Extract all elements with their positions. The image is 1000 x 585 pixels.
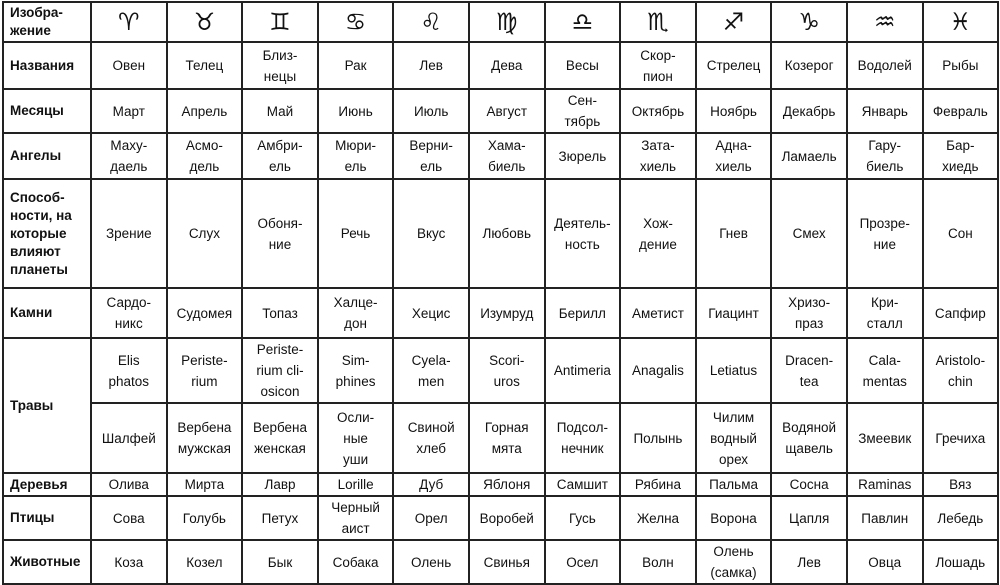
- cell-animals: [91, 540, 167, 584]
- cell-text: Letiatus: [709, 363, 758, 378]
- cell-text: Зрение: [105, 226, 152, 241]
- zodiac-symbol-icon: [923, 2, 999, 42]
- cell-herbs-russian: [620, 403, 696, 473]
- cell-text: Кри- сталл: [866, 295, 903, 331]
- cell-animals: [847, 540, 923, 584]
- cell-stones: [923, 288, 999, 338]
- cell-text: Адна- хиель: [715, 138, 752, 174]
- cell-birds: [696, 496, 772, 540]
- cell-text: Козерог: [784, 58, 834, 73]
- cell-stones: [620, 288, 696, 338]
- cell-text: Рыбы: [942, 58, 979, 73]
- cell-text: Бык: [267, 554, 293, 570]
- row-header-birds: [3, 496, 91, 540]
- cell-herbs-latin: [393, 338, 469, 403]
- cell-text: Вяз: [949, 477, 972, 492]
- cell-months: [771, 89, 847, 133]
- cell-text: Петух: [261, 510, 299, 526]
- cell-birds: [771, 496, 847, 540]
- cell-text: Олень (самка): [710, 544, 757, 580]
- zodiac-symbol-icon: [771, 2, 847, 42]
- cell-text: Cala- mentas: [862, 352, 907, 389]
- cell-animals: [318, 540, 394, 584]
- row-header-label: Камни: [10, 305, 53, 320]
- cell-angels: [469, 133, 545, 179]
- cell-herbs-latin: [91, 338, 167, 403]
- zodiac-symbol-icon: [318, 2, 394, 42]
- row-herbs-russian: [3, 403, 998, 473]
- zodiac-symbol-icon: [242, 2, 318, 42]
- cell-text: Хризо- праз: [788, 295, 831, 331]
- cell-text: Павлин: [861, 510, 909, 526]
- row-header-trees: [3, 473, 91, 496]
- cell-birds: [91, 496, 167, 540]
- cell-birds: [923, 496, 999, 540]
- cell-stones: [545, 288, 621, 338]
- cell-text: Гнев: [719, 226, 748, 241]
- cell-names: [923, 42, 999, 89]
- zodiac-symbol-icon: [393, 2, 469, 42]
- cell-herbs-russian: [318, 403, 394, 473]
- cell-abilities: [545, 179, 621, 288]
- cell-birds: [318, 496, 394, 540]
- cell-stones: [469, 288, 545, 338]
- row-header-herbs: [3, 338, 91, 473]
- cell-text: Гречиха: [935, 430, 986, 446]
- cell-animals: [242, 540, 318, 584]
- cell-text: Весы: [565, 58, 599, 73]
- row-header-label: Месяцы: [10, 103, 64, 118]
- row-animals: [3, 540, 998, 584]
- cell-text: Вкус: [416, 226, 446, 241]
- cell-stones: [167, 288, 243, 338]
- cell-trees: [242, 473, 318, 496]
- cell-text: Водолей: [857, 58, 912, 73]
- row-header-label: Названия: [10, 57, 75, 73]
- cell-names: [469, 42, 545, 89]
- cell-text: Рак: [344, 58, 367, 73]
- cell-text: Собака: [332, 554, 379, 570]
- cell-herbs-russian: [696, 403, 772, 473]
- cell-names: [771, 42, 847, 89]
- cell-text: Anagalis: [632, 363, 684, 378]
- cell-abilities: [847, 179, 923, 288]
- row-herbs-latin: [3, 338, 998, 403]
- cell-abilities: [620, 179, 696, 288]
- cell-animals: [771, 540, 847, 584]
- cell-abilities: [242, 179, 318, 288]
- cell-abilities: [318, 179, 394, 288]
- cell-text: Стрелец: [706, 58, 761, 73]
- cell-text: Маху- даель: [110, 138, 148, 174]
- cell-months: [91, 89, 167, 133]
- cell-text: Raminas: [858, 477, 912, 492]
- row-header-image: [3, 2, 91, 42]
- zodiac-symbol-icon: [469, 2, 545, 42]
- cell-text: Лев: [797, 554, 821, 570]
- cell-abilities: [393, 179, 469, 288]
- cell-herbs-russian: [771, 403, 847, 473]
- row-angels: [3, 133, 998, 179]
- cell-text: Ворона: [710, 510, 757, 526]
- cell-text: Водяной щавель: [782, 420, 837, 456]
- cell-birds: [469, 496, 545, 540]
- cell-text: Гару- биель: [866, 138, 904, 174]
- cell-trees: [545, 473, 621, 496]
- cell-text: Олень: [411, 554, 452, 570]
- cell-text: Прозре- ние: [859, 215, 910, 252]
- cell-text: Декабрь: [782, 103, 836, 119]
- cell-stones: [696, 288, 772, 338]
- cell-angels: [242, 133, 318, 179]
- cell-stones: [242, 288, 318, 338]
- cell-text: Бар- хиедь: [942, 138, 979, 174]
- cell-text: ♈: [118, 8, 140, 36]
- cell-abilities: [91, 179, 167, 288]
- cell-abilities: [771, 179, 847, 288]
- cell-angels: [545, 133, 621, 179]
- cell-text: Амбри- ель: [257, 138, 303, 174]
- cell-text: Дева: [491, 58, 523, 73]
- cell-text: Черный аист: [331, 500, 380, 536]
- row-header-label: Травы: [10, 397, 54, 413]
- cell-herbs-latin: [771, 338, 847, 403]
- cell-text: Январь: [861, 103, 908, 119]
- cell-text: Май: [266, 103, 294, 119]
- cell-text: Голубь: [182, 510, 226, 526]
- row-header-months: [3, 89, 91, 133]
- cell-angels: [620, 133, 696, 179]
- cell-text: Любовь: [482, 226, 531, 241]
- cell-text: Lorille: [337, 477, 374, 492]
- row-header-label: Изобра- жение: [10, 5, 63, 38]
- cell-herbs-russian: [847, 403, 923, 473]
- row-image: [3, 2, 998, 42]
- cell-text: Скор- пион: [640, 47, 676, 84]
- cell-animals: [545, 540, 621, 584]
- cell-angels: [318, 133, 394, 179]
- cell-herbs-latin: [318, 338, 394, 403]
- cell-birds: [847, 496, 923, 540]
- row-header-label: Способ- ности, на которые влияют планеты: [10, 189, 72, 277]
- cell-months: [696, 89, 772, 133]
- cell-herbs-russian: [242, 403, 318, 473]
- cell-trees: [469, 473, 545, 496]
- cell-angels: [393, 133, 469, 179]
- cell-text: Antimeria: [553, 363, 611, 378]
- cell-birds: [167, 496, 243, 540]
- cell-months: [242, 89, 318, 133]
- row-header-stones: [3, 288, 91, 338]
- cell-text: Гусь: [568, 510, 596, 526]
- cell-text: Орел: [414, 510, 448, 526]
- row-header-label: Птицы: [10, 510, 55, 525]
- cell-stones: [393, 288, 469, 338]
- cell-text: Октябрь: [631, 103, 685, 119]
- cell-abilities: [469, 179, 545, 288]
- cell-text: Лавр: [264, 477, 296, 492]
- cell-text: Дуб: [419, 477, 444, 492]
- row-trees: [3, 473, 998, 496]
- cell-text: Сапфир: [934, 305, 986, 321]
- cell-text: Козел: [186, 554, 223, 570]
- cell-names: [620, 42, 696, 89]
- row-header-abilities: [3, 179, 91, 288]
- cell-text: Ламаель: [781, 148, 837, 164]
- cell-herbs-russian: [923, 403, 999, 473]
- cell-text: Осли- ные уши: [336, 409, 375, 467]
- cell-text: Берилл: [558, 305, 606, 321]
- cell-text: Воробей: [479, 510, 534, 526]
- cell-text: Обоня- ние: [257, 215, 303, 252]
- cell-text: Телец: [185, 58, 224, 73]
- cell-text: Осел: [566, 554, 599, 570]
- cell-names: [318, 42, 394, 89]
- cell-angels: [167, 133, 243, 179]
- cell-trees: [771, 473, 847, 496]
- cell-angels: [847, 133, 923, 179]
- cell-text: Лошадь: [935, 554, 986, 570]
- cell-names: [696, 42, 772, 89]
- cell-text: Сардо- никс: [106, 295, 152, 331]
- zodiac-symbol-icon: [847, 2, 923, 42]
- zodiac-symbol-icon: [696, 2, 772, 42]
- cell-text: Олива: [108, 477, 149, 492]
- cell-text: Хож- дение: [639, 215, 677, 252]
- cell-trees: [620, 473, 696, 496]
- cell-text: ♏: [647, 8, 669, 36]
- cell-herbs-latin: [620, 338, 696, 403]
- cell-names: [847, 42, 923, 89]
- cell-months: [393, 89, 469, 133]
- cell-abilities: [923, 179, 999, 288]
- cell-text: Цапля: [788, 510, 830, 526]
- zodiac-symbol-icon: [167, 2, 243, 42]
- row-header-angels: [3, 133, 91, 179]
- cell-trees: [696, 473, 772, 496]
- cell-herbs-russian: [469, 403, 545, 473]
- cell-text: Гиацинт: [708, 305, 759, 321]
- cell-text: Июль: [413, 103, 449, 119]
- cell-months: [318, 89, 394, 133]
- cell-text: Sim- phines: [335, 352, 376, 389]
- cell-text: Топаз: [262, 305, 298, 321]
- row-header-label: Деревья: [10, 476, 68, 492]
- cell-text: ♍: [496, 8, 518, 36]
- cell-text: Мирта: [184, 477, 225, 492]
- cell-text: ♒: [873, 8, 896, 36]
- cell-text: ♊: [269, 8, 291, 36]
- cell-text: Сен- тябрь: [564, 93, 601, 129]
- cell-abilities: [696, 179, 772, 288]
- cell-text: Ноябрь: [710, 103, 757, 119]
- cell-text: Чилим водный орех: [710, 409, 757, 467]
- cell-text: Слух: [188, 226, 220, 241]
- cell-text: ♑: [798, 8, 820, 36]
- row-birds: [3, 496, 998, 540]
- cell-birds: [545, 496, 621, 540]
- cell-months: [847, 89, 923, 133]
- cell-text: ♌: [420, 8, 442, 36]
- cell-text: Судомея: [176, 305, 233, 321]
- cell-herbs-latin: [696, 338, 772, 403]
- cell-text: Халце- дон: [333, 295, 378, 331]
- cell-months: [545, 89, 621, 133]
- cell-herbs-latin: [545, 338, 621, 403]
- cell-text: Змеевик: [858, 430, 912, 446]
- cell-trees: [923, 473, 999, 496]
- cell-text: Periste- rium: [181, 352, 228, 389]
- cell-text: Верни- ель: [409, 138, 453, 174]
- cell-text: Сосна: [789, 477, 829, 492]
- zodiac-correspondence-table: [2, 1, 999, 585]
- cell-text: Лебедь: [937, 510, 984, 526]
- cell-herbs-russian: [545, 403, 621, 473]
- cell-text: Желна: [636, 510, 680, 526]
- cell-animals: [620, 540, 696, 584]
- cell-animals: [923, 540, 999, 584]
- cell-text: Periste- rium cli- osicon: [256, 342, 304, 399]
- cell-text: Вербена женская: [252, 420, 308, 456]
- cell-stones: [847, 288, 923, 338]
- cell-text: Scori- uros: [489, 352, 525, 389]
- row-abilities: [3, 179, 998, 288]
- cell-text: Мюри- ель: [335, 138, 377, 174]
- cell-text: Aristolo- chin: [935, 352, 986, 389]
- cell-names: [167, 42, 243, 89]
- cell-months: [167, 89, 243, 133]
- cell-animals: [696, 540, 772, 584]
- cell-stones: [771, 288, 847, 338]
- cell-text: Речь: [340, 226, 371, 241]
- cell-text: Самшит: [556, 477, 608, 492]
- cell-text: Сон: [947, 226, 973, 241]
- row-header-label: Животные: [10, 554, 81, 569]
- cell-names: [242, 42, 318, 89]
- cell-text: Хама- биель: [487, 138, 526, 174]
- cell-text: Dracen- tea: [785, 352, 834, 389]
- cell-text: Овца: [868, 554, 902, 570]
- cell-angels: [923, 133, 999, 179]
- cell-herbs-latin: [469, 338, 545, 403]
- cell-abilities: [167, 179, 243, 288]
- cell-text: ♐: [722, 8, 745, 36]
- cell-herbs-latin: [847, 338, 923, 403]
- cell-text: Elis phatos: [108, 352, 150, 389]
- cell-animals: [167, 540, 243, 584]
- cell-names: [545, 42, 621, 89]
- cell-text: Апрель: [181, 103, 228, 119]
- cell-months: [923, 89, 999, 133]
- cell-text: Коза: [114, 554, 144, 570]
- cell-names: [91, 42, 167, 89]
- cell-text: Полынь: [633, 430, 683, 446]
- cell-text: Свинья: [483, 554, 530, 570]
- cell-text: Март: [112, 103, 145, 119]
- cell-trees: [167, 473, 243, 496]
- cell-text: Близ- нецы: [262, 47, 298, 84]
- cell-text: Овен: [112, 58, 146, 73]
- cell-herbs-russian: [91, 403, 167, 473]
- cell-text: Февраль: [932, 103, 988, 119]
- cell-text: Зюрель: [558, 148, 607, 164]
- cell-text: Деятель- ность: [554, 215, 611, 252]
- row-header-label: Ангелы: [10, 148, 62, 163]
- cell-trees: [91, 473, 167, 496]
- cell-text: Аметист: [631, 305, 684, 321]
- cell-text: ♎: [571, 8, 594, 36]
- cell-animals: [469, 540, 545, 584]
- cell-text: Подсол- нечник: [556, 420, 608, 456]
- cell-text: Лев: [419, 58, 443, 73]
- cell-text: Хецис: [411, 305, 451, 321]
- cell-herbs-latin: [923, 338, 999, 403]
- cell-herbs-russian: [393, 403, 469, 473]
- cell-months: [620, 89, 696, 133]
- cell-text: Волн: [642, 554, 674, 570]
- cell-names: [393, 42, 469, 89]
- cell-text: Пальма: [709, 477, 758, 492]
- cell-text: Шалфей: [101, 430, 156, 446]
- cell-text: Сова: [112, 510, 145, 526]
- zodiac-symbol-icon: [620, 2, 696, 42]
- cell-birds: [393, 496, 469, 540]
- cell-text: Август: [486, 103, 528, 119]
- cell-angels: [91, 133, 167, 179]
- cell-herbs-latin: [167, 338, 243, 403]
- cell-text: Вербена мужская: [177, 420, 232, 456]
- cell-text: ♋: [344, 8, 367, 36]
- zodiac-symbol-icon: [91, 2, 167, 42]
- cell-text: ♓: [949, 8, 972, 36]
- cell-text: Асмо- дель: [185, 138, 223, 174]
- row-names: [3, 42, 998, 89]
- cell-text: Свиной хлеб: [407, 420, 455, 456]
- row-header-names: [3, 42, 91, 89]
- cell-months: [469, 89, 545, 133]
- cell-birds: [242, 496, 318, 540]
- cell-trees: [318, 473, 394, 496]
- cell-text: Зата- хиель: [639, 138, 677, 174]
- cell-herbs-latin: [242, 338, 318, 403]
- cell-trees: [847, 473, 923, 496]
- cell-animals: [393, 540, 469, 584]
- cell-text: ♉: [193, 8, 216, 36]
- cell-angels: [696, 133, 772, 179]
- cell-text: Яблоня: [483, 477, 531, 492]
- cell-text: Рябина: [634, 477, 681, 492]
- cell-herbs-russian: [167, 403, 243, 473]
- cell-text: Горная мята: [484, 420, 529, 456]
- row-stones: [3, 288, 998, 338]
- zodiac-symbol-icon: [545, 2, 621, 42]
- row-header-animals: [3, 540, 91, 584]
- cell-stones: [91, 288, 167, 338]
- cell-text: Cyela- men: [411, 352, 451, 389]
- row-months: [3, 89, 998, 133]
- cell-angels: [771, 133, 847, 179]
- cell-stones: [318, 288, 394, 338]
- cell-birds: [620, 496, 696, 540]
- cell-text: Смех: [792, 226, 826, 241]
- cell-text: Изумруд: [480, 305, 534, 321]
- cell-trees: [393, 473, 469, 496]
- cell-text: Июнь: [338, 103, 373, 119]
